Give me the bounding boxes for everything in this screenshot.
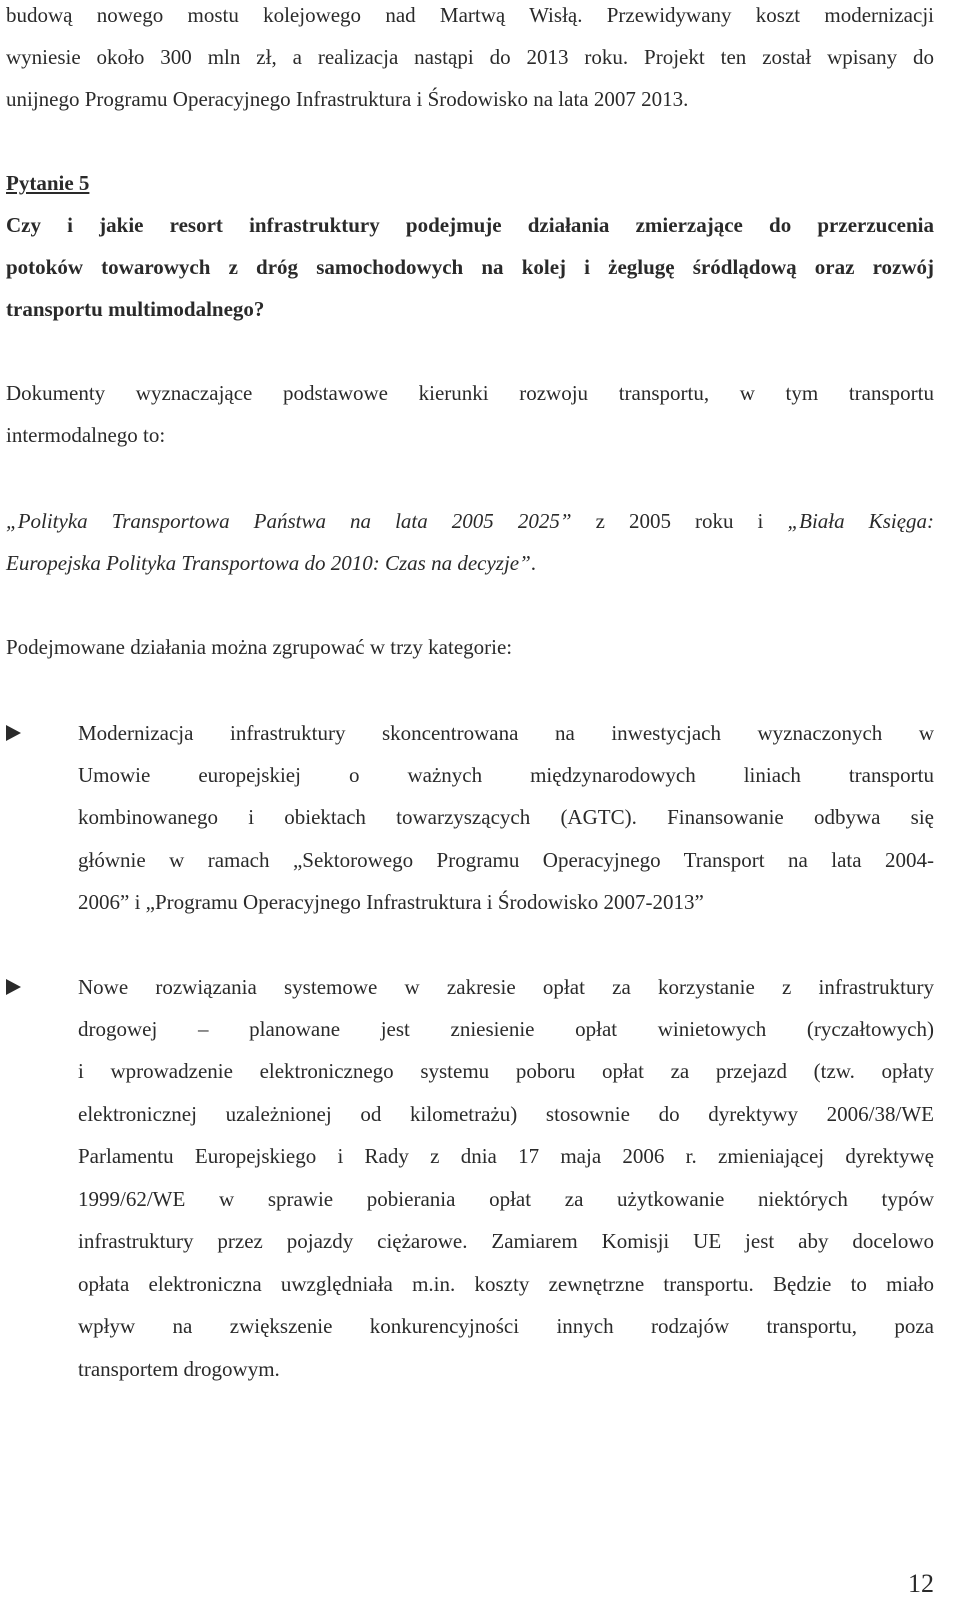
- bullet-2-line-1: Nowe rozwiązania systemowe w zakresie opłat za korzystanie z infrastruktury: [78, 975, 934, 999]
- bullet-2-line-9: wpływ na zwiększenie konkurencyjności innych rodzajów transportu, poza: [78, 1314, 934, 1338]
- bullet-arrow-icon: [6, 979, 21, 995]
- bullet-1-line-1: Modernizacja infrastruktury skoncentrowana na inwestycjach wyznaczonych w: [78, 721, 934, 745]
- question-line-3: transportu multimodalnego?: [6, 297, 265, 321]
- bullet-2-line-7: infrastruktury przez pojazdy ciężarowe. Zamiarem Komisji UE jest aby docelowo: [78, 1229, 934, 1253]
- bullet-2-line-2: drogowej – planowane jest zniesienie opłat winietowych (ryczałtowych): [78, 1017, 934, 1041]
- intro-line-3: unijnego Programu Operacyjnego Infrastruktura i Środowisko na lata 2007 2013.: [6, 87, 689, 111]
- bullet-2-line-8: opłata elektroniczna uwzględniała m.in. koszty zewnętrzne transportu. Będzie to miało: [78, 1272, 934, 1296]
- bullet-2-line-10: transportem drogowym.: [78, 1357, 280, 1381]
- categories-intro: Podejmowane działania można zgrupować w trzy kategorie:: [6, 635, 513, 659]
- answer-intro-line-2: intermodalnego to:: [6, 423, 166, 447]
- bullet-arrow-icon: [6, 725, 21, 741]
- bullet-1-line-5: 2006” i „Programu Operacyjnego Infrastruktura i Środowisko 2007-2013”: [78, 890, 704, 914]
- doc-title-1: „Polityka Transportowa Państwa na lata 2005 2025”: [6, 509, 572, 533]
- bullet-2-line-6: 1999/62/WE w sprawie pobierania opłat za użytkowanie niektórych typów: [78, 1187, 934, 1211]
- question-line-2: potoków towarowych z dróg samochodowych na kolej i żeglugę śródlądową oraz rozwój: [6, 255, 934, 279]
- bullet-1-line-2: Umowie europejskiej o ważnych międzynarodowych liniach transportu: [78, 763, 934, 787]
- intro-line-2: wyniesie około 300 mln zł, a realizacja nastąpi do 2013 roku. Projekt ten został wpisany do: [6, 45, 934, 69]
- answer-intro-line-1: Dokumenty wyznaczające podstawowe kierunki rozwoju transportu, w tym transportu: [6, 381, 934, 405]
- question-line-1: Czy i jakie resort infrastruktury podejmuje działania zmierzające do przerzucenia: [6, 213, 934, 237]
- bullet-2-line-3: i wprowadzenie elektronicznego systemu poboru opłat za przejazd (tzw. opłaty: [78, 1059, 934, 1083]
- doc-title-2-start: „Biała Księga:: [787, 509, 935, 533]
- doc-period: .: [530, 551, 537, 575]
- doc-connector: z 2005 roku i: [595, 509, 764, 533]
- page-number: 12: [908, 1569, 934, 1598]
- doc-title-2-end: Europejska Polityka Transportowa do 2010: Czas na decyzje”: [6, 551, 531, 575]
- bullet-2-line-4: elektronicznej uzależnionej od kilometrażu) stosownie do dyrektywy 2006/38/WE: [78, 1102, 934, 1126]
- bullet-1-line-4: głównie w ramach „Sektorowego Programu Operacyjnego Transport na lata 2004-: [78, 848, 934, 872]
- documents-line-1: [6, 508, 934, 534]
- question-heading: Pytanie 5: [6, 171, 90, 195]
- bullet-2-line-5: Parlamentu Europejskiego i Rady z dnia 17 maja 2006 r. zmieniającej dyrektywę: [78, 1144, 934, 1168]
- documents-line-2: [6, 550, 934, 576]
- bullet-1-line-3: kombinowanego i obiektach towarzyszących (AGTC). Finansowanie odbywa się: [78, 805, 934, 829]
- intro-line-1: budową nowego mostu kolejowego nad Martwą Wisłą. Przewidywany koszt modernizacji: [6, 3, 934, 27]
